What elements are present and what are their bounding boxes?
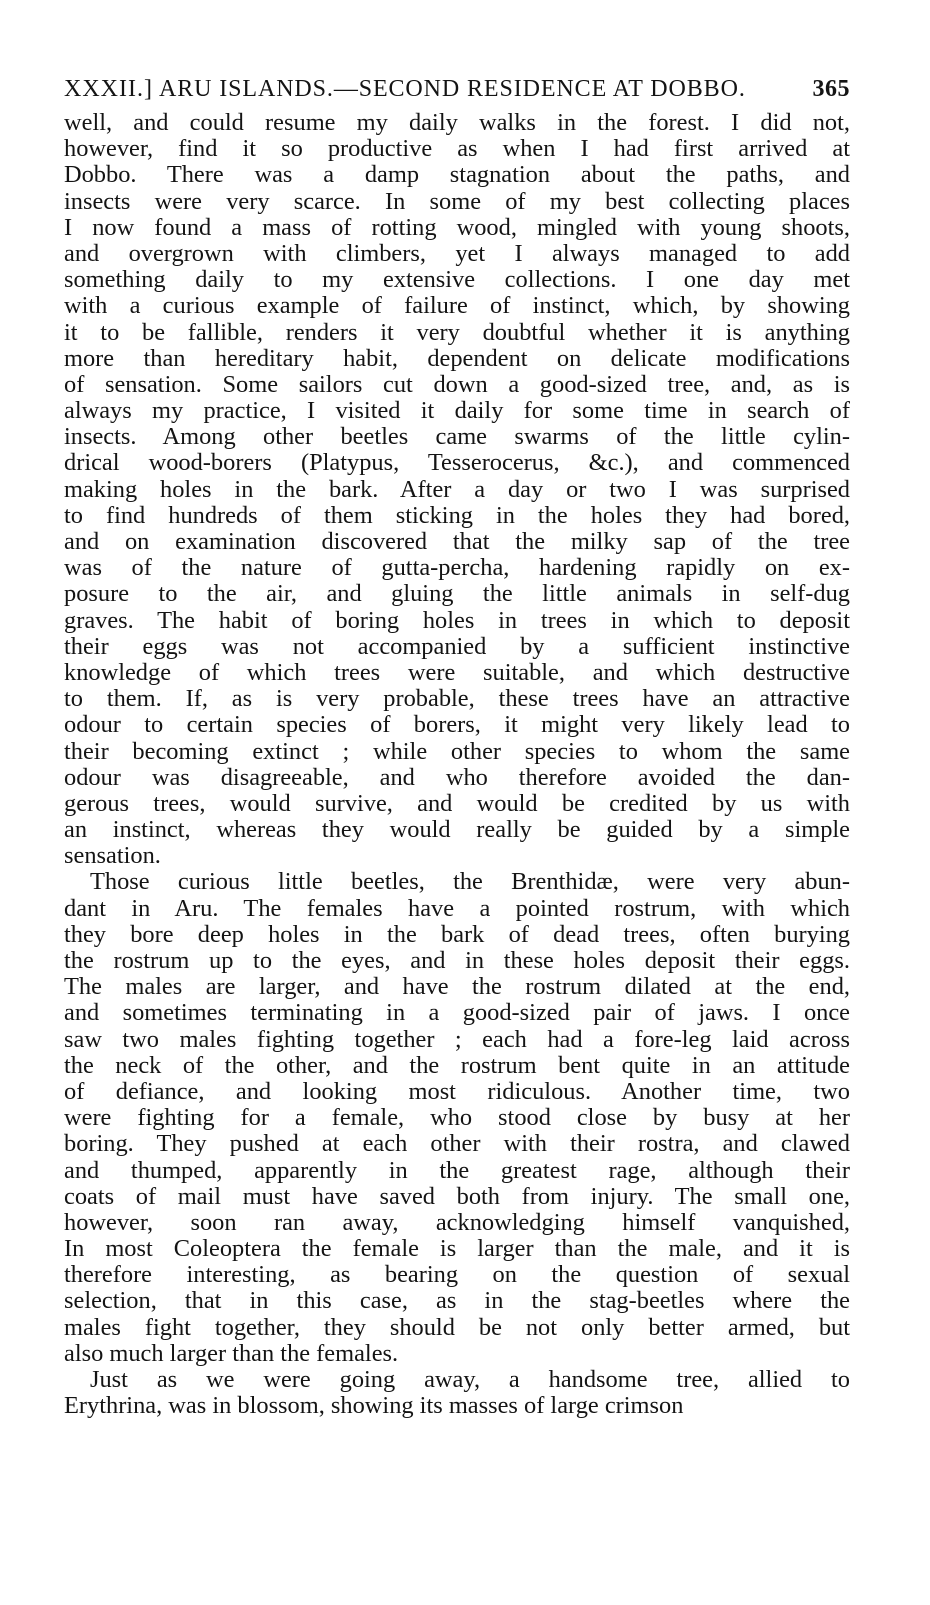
text-line: graves. The habit of boring holes in trees in which to deposit <box>64 606 850 634</box>
page-number: 365 <box>812 76 850 102</box>
text-line: also much larger than the females. <box>64 1339 399 1367</box>
text-line: coats of mail must have saved both from injury. The small one, <box>64 1182 850 1210</box>
running-head <box>64 72 850 106</box>
text-line: and sometimes terminating in a good-sized pair of jaws. I once <box>64 999 850 1027</box>
paragraph <box>64 1367 850 1419</box>
text-line: dant in Aru. The females have a pointed rostrum, with which <box>64 894 850 922</box>
text-line: odour to certain species of borers, it might very likely lead to <box>64 711 850 739</box>
text-line: Just as we were going away, a handsome tree, allied to <box>90 1366 850 1393</box>
text-line: well, and could resume my daily walks in the forest. I did not, <box>64 109 850 136</box>
text-line: were fighting for a female, who stood close by busy at her <box>64 1104 850 1132</box>
text-line: selection, that in this case, as in the stag-beetles where the <box>64 1287 850 1315</box>
text-line: the rostrum up to the eyes, and in these holes deposit their eggs. <box>64 947 850 974</box>
text-line: In most Coleoptera the female is larger than the male, and it is <box>64 1235 850 1263</box>
text-line: was of the nature of gutta-percha, hardening rapidly on ex- <box>64 554 850 582</box>
running-title: ARU ISLANDS.—SECOND RESIDENCE AT DOBBO. <box>159 76 746 102</box>
text-line: therefore interesting, as bearing on the question of sexual <box>64 1261 850 1289</box>
text-line: more than hereditary habit, dependent on delicate modifications <box>64 344 850 372</box>
text-line: with a curious example of failure of instinct, which, by showing <box>64 292 850 320</box>
body-text <box>64 110 850 1419</box>
text-line: they bore deep holes in the bark of dead trees, often burying <box>64 920 850 948</box>
chapter-number: XXXII.] <box>64 76 153 102</box>
text-line: something daily to my extensive collections. I one day met <box>64 266 850 294</box>
text-line: and overgrown with climbers, yet I always managed to add <box>64 239 850 267</box>
paragraph <box>64 110 850 869</box>
text-line: boring. They pushed at each other with their rostra, and clawed <box>64 1130 850 1158</box>
text-line: Dobbo. There was a damp stagnation about the paths, and <box>64 161 850 189</box>
text-line: their eggs was not accompanied by a sufficient instinctive <box>64 632 850 660</box>
text-line: sensation. <box>64 842 161 870</box>
text-line: and on examination discovered that the milky sap of the tree <box>64 528 850 555</box>
text-line: drical wood-borers (Platypus, Tesserocerus, &c.), and commenced <box>64 449 850 477</box>
text-line: however, soon ran away, acknowledging himself vanquished, <box>64 1208 850 1236</box>
text-line: Erythrina, was in blossom, showing its masses of large crimson <box>64 1392 684 1420</box>
text-line: of defiance, and looking most ridiculous. Another time, two <box>64 1077 850 1105</box>
text-line: always my practice, I visited it daily for some time in search of <box>64 397 850 425</box>
text-line: and thumped, apparently in the greatest rage, although their <box>64 1156 850 1184</box>
paragraph <box>64 869 850 1367</box>
text-line: to them. If, as is very probable, these trees have an attractive <box>64 685 850 713</box>
text-line: males fight together, they should be not only better armed, but <box>64 1313 850 1341</box>
text-line: to find hundreds of them sticking in the holes they had bored, <box>64 501 850 529</box>
text-line: posure to the air, and gluing the little animals in self-dug <box>64 580 850 608</box>
text-line: making holes in the bark. After a day or two I was surprised <box>64 475 850 503</box>
text-line: however, find it so productive as when I had first arrived at <box>64 135 850 163</box>
text-line: insects were very scarce. In some of my best collecting places <box>64 187 850 215</box>
text-line: an instinct, whereas they would really be guided by a simple <box>64 816 850 844</box>
text-line: insects. Among other beetles came swarms of the little cylin- <box>64 423 850 451</box>
text-line: the neck of the other, and the rostrum bent quite in an attitude <box>64 1051 850 1079</box>
text-line: odour was disagreeable, and who therefore avoided the dan- <box>64 763 850 791</box>
text-line: it to be fallible, renders it very doubtful whether it is anything <box>64 318 850 346</box>
text-line: The males are larger, and have the rostrum dilated at the end, <box>64 973 850 1001</box>
text-line: knowledge of which trees were suitable, and which destructive <box>64 658 850 686</box>
text-line: of sensation. Some sailors cut down a good-sized tree, and, as is <box>64 370 850 398</box>
text-line: I now found a mass of rotting wood, mingled with young shoots, <box>64 213 850 241</box>
text-line: gerous trees, would survive, and would be credited by us with <box>64 789 850 817</box>
text-line: saw two males fighting together ; each had a fore-leg laid across <box>64 1025 850 1053</box>
book-page <box>64 72 850 1419</box>
text-line: their becoming extinct ; while other species to whom the same <box>64 737 850 765</box>
text-line: Those curious little beetles, the Brenthidæ, were very abun- <box>90 868 850 896</box>
